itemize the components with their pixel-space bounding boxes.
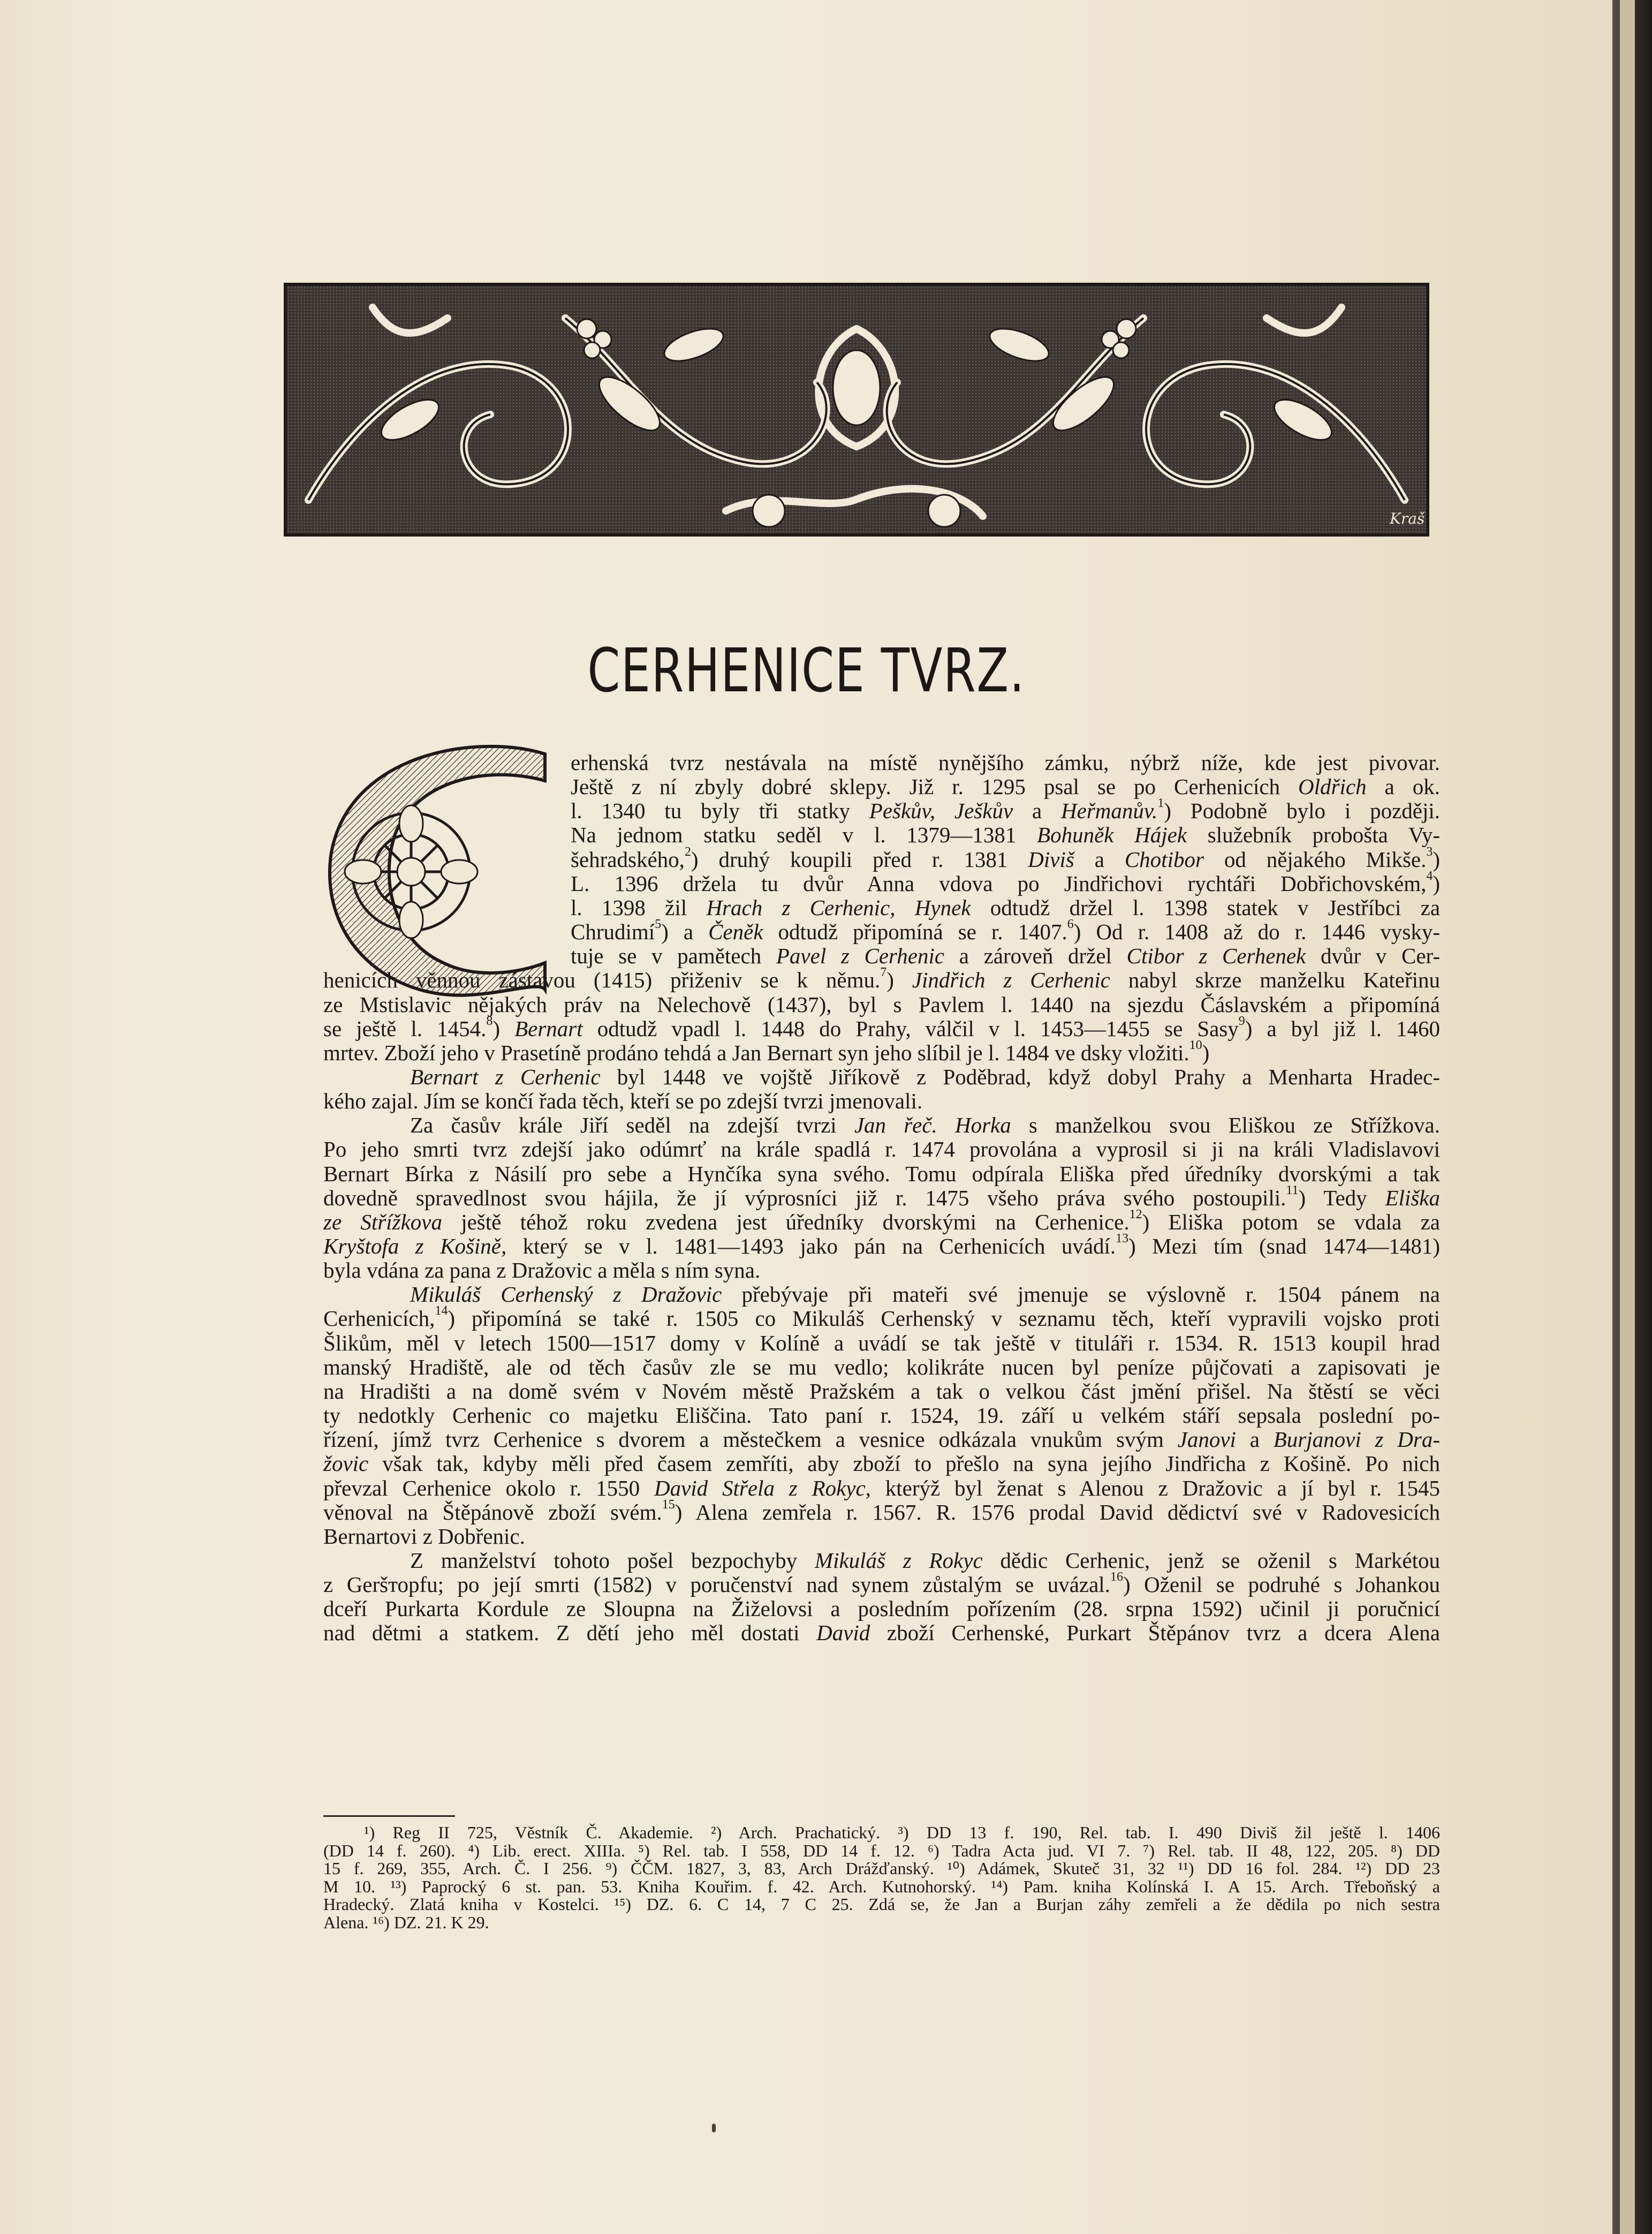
footnote-ref: 1 xyxy=(1157,796,1164,811)
text-line xyxy=(410,1114,1440,1136)
italic-name: Heřmanův. xyxy=(1061,798,1158,824)
text-run: věnoval na Štěpánově zboží svém. xyxy=(323,1499,662,1524)
italic-name: Eliška xyxy=(1385,1185,1440,1210)
footnote-line: M 10. ¹³) Paprocký 6 st. pan. 53. Kniha Kouřim. f. 42. Arch. Kutnohorský. ¹⁴) Pam. kniha Kolínská I. A 15. Arch. Třeboňský a xyxy=(323,1876,1440,1896)
text-line xyxy=(571,824,1440,846)
text-run: ) Oženil se podruhé s Johankou xyxy=(1123,1572,1440,1597)
text-line xyxy=(323,994,1440,1016)
text-line xyxy=(323,1429,1440,1451)
text-run: Po jeho smrti tvrz zdejší jako odúmrť na krále spadlá r. 1474 provolána a vyprosil si ji na králi Vladislavovi xyxy=(323,1137,1440,1162)
text-run: byl 1448 ve vojště Jiříkově z Poděbrad, když dobyl Prahy a Menharta Hradec- xyxy=(600,1064,1440,1089)
italic-name: Bernart xyxy=(514,1016,583,1041)
italic-name: Janovi xyxy=(1177,1427,1236,1452)
text-run: tuje se v pamětech xyxy=(571,944,776,969)
italic-name: Peškův, Ješkův xyxy=(869,798,1013,824)
text-run: na Hradišti a na domě svém v Novém městě Pražském a tak o velkou část jmění přišel. Na štěstí se věci xyxy=(323,1378,1440,1403)
footnote-line: Hradecký. Zlatá kniha v Kostelci. ¹⁵) DZ. 6. C 14, 7 C 25. Zdá se, že Jan a Burjan záhy zemřeli a že dědila po nich sestra xyxy=(323,1895,1440,1914)
italic-name: Chotibor xyxy=(1124,847,1204,872)
italic-name: Oldřich xyxy=(1298,774,1367,799)
footnote-line: Alena. ¹⁶) DZ. 21. K 29. xyxy=(323,1912,489,1932)
footnote-ref: 7 xyxy=(880,965,887,980)
italic-name: Jan řeč. Horka xyxy=(854,1113,1011,1138)
text-run: Ještě z ní zbyly dobré sklepy. Již r. 1295 psal se po Cerhenicích xyxy=(571,774,1299,799)
engraver-signature: Kraš xyxy=(1390,510,1425,527)
text-run: a xyxy=(1074,847,1125,872)
text-run: ) xyxy=(1433,871,1440,896)
text-run: z Geršторfu; po její smrti (1582) v poručenství nad synem zůstalým se uvázal. xyxy=(323,1572,1110,1597)
text-run: ještě téhož roku zvedena jest úředníky dvorskými na Cerhenice. xyxy=(442,1209,1130,1234)
text-run: erhenská tvrz nestávala na místě nynějšího zámku, nýbrž níže, kde jest pivovar. xyxy=(571,750,1440,775)
italic-name: David Střela z Rokyc, xyxy=(654,1475,871,1500)
text-line xyxy=(323,1090,922,1112)
text-line xyxy=(323,1380,1440,1402)
page-title: CERHENICE TVRZ. xyxy=(587,636,1025,706)
italic-name: Ctibor z Cerhenek xyxy=(1126,944,1306,969)
text-line xyxy=(323,1259,760,1281)
text-line xyxy=(323,1405,1440,1427)
text-run: ) xyxy=(886,968,912,993)
text-line xyxy=(571,945,1440,967)
text-run: služebník probošta Vy- xyxy=(1187,822,1440,848)
footnote-ref: 6 xyxy=(1067,917,1074,932)
text-run: ) a byl již l. 1460 xyxy=(1245,1016,1440,1041)
text-run: manský Hradiště, ale od těch časův zle se mu vedlo; kolikráte nucen byl peníze půjčovati a zapisovati je xyxy=(323,1354,1440,1379)
italic-name: Bernart z Cerhenic xyxy=(410,1064,601,1089)
text-line xyxy=(571,897,1440,919)
text-line xyxy=(571,869,1440,896)
text-line xyxy=(323,1332,1440,1354)
text-run: ) Eliška potom se vdala za xyxy=(1142,1209,1440,1234)
text-line xyxy=(571,752,1440,774)
text-line xyxy=(323,1356,1440,1378)
text-run: ) Podobně bylo i později. xyxy=(1164,798,1440,824)
text-line xyxy=(571,917,1440,945)
text-line xyxy=(410,1550,1440,1572)
text-run: Za časův krále Jiří seděl na zdejší tvrzi xyxy=(410,1113,854,1138)
text-run: Z manželství tohoto pošel bezpochyby xyxy=(410,1548,815,1573)
text-run: l. 1398 žil xyxy=(571,895,707,920)
text-run: a xyxy=(1013,798,1062,824)
text-run: ze Mstislavic nějakých práv na Nelechově (1437), byl s Pavlem l. 1440 na sjezdu Čáslavském a připomíná xyxy=(323,992,1440,1017)
text-run: mrtev. Zboží jeho v Prasetíně prodáno tehdá a Jan Bernart syn jeho slíbil je l. 1484 ve dsky vložiti. xyxy=(323,1040,1189,1065)
text-run: nabyl skrze manželku Kateřinu xyxy=(1110,968,1440,993)
italic-name: Mikuláš Cerhenský z Dražovic xyxy=(410,1282,722,1307)
footnote-line: 15 f. 269, 355, Arch. Č. I 256. ⁹) ČČM. 1827, 3, 83, Arch Drážďanský. ¹⁰) Adámek, Skuteč 31, 32 ¹¹) DD 16 fol. 284. ¹²) DD 23 xyxy=(323,1859,1440,1878)
italic-name: Bohuněk Hájek xyxy=(1037,822,1187,848)
text-line xyxy=(323,1622,1440,1644)
italic-name: žovic xyxy=(323,1451,369,1476)
text-run: odtudž vpadl l. 1448 do Prahy, válčil v l. 1453—1455 se Sasy xyxy=(582,1016,1239,1041)
text-line xyxy=(323,965,1440,993)
text-line xyxy=(323,1570,1440,1597)
footnote-rule xyxy=(323,1815,455,1817)
text-run: a xyxy=(1236,1427,1274,1452)
decorated-initial-c-icon xyxy=(315,738,561,1006)
text-run: ) a xyxy=(661,919,709,945)
text-run: henicích věnnou zástavou (1415) přiženiv se k němu. xyxy=(323,968,881,993)
text-run: Bernartovi z Dobřenic. xyxy=(323,1523,525,1549)
text-line xyxy=(323,1138,1440,1160)
text-run: byla vdána za pana z Dražovic a měla s ním syna. xyxy=(323,1258,761,1283)
footnote-ref: 8 xyxy=(486,1014,493,1028)
footnote-ref: 14 xyxy=(435,1304,448,1318)
text-run: a zároveň držel xyxy=(944,944,1127,969)
text-line xyxy=(323,1523,525,1549)
text-run: ) xyxy=(1202,1040,1210,1065)
text-run: však tak, kdyby měli před časem zemříti, aby zboží to přešlo na syna jejího Jindřicha z Košině. Po nich xyxy=(368,1451,1440,1476)
text-run: Cerhenicích, xyxy=(323,1306,435,1331)
text-line xyxy=(323,1477,1440,1499)
italic-name: Čeněk xyxy=(708,919,763,945)
footnote-ref: 11 xyxy=(1286,1183,1299,1197)
next-page-edge xyxy=(1612,0,1652,2234)
text-run: ty nedotkly Cerhenic co majetku Eliščina. Tato paní r. 1524, 19. září u velkém stáří sepsala poslední po- xyxy=(323,1403,1440,1428)
italic-name: Mikuláš z Rokyc xyxy=(814,1548,983,1573)
text-run: l. 1340 tu byly tři statky xyxy=(571,798,869,824)
ornament-vine-icon xyxy=(287,286,1426,533)
text-run: převzal Cerhenice okolo r. 1550 xyxy=(323,1475,654,1500)
footnote-ref: 12 xyxy=(1129,1207,1142,1221)
page-title-wrap xyxy=(0,636,1612,706)
text-line xyxy=(323,1163,1440,1185)
footnote-ref: 9 xyxy=(1238,1014,1245,1028)
text-line xyxy=(571,796,1440,824)
footnote-ref: 15 xyxy=(662,1497,675,1512)
text-run: odtudž držel l. 1398 statek v Jestříbci za xyxy=(971,895,1441,920)
page-speck xyxy=(712,2124,716,2132)
italic-name: Kryštofa z Košině, xyxy=(323,1234,507,1258)
ornamental-header-banner xyxy=(284,283,1429,537)
text-line xyxy=(323,1497,1440,1524)
italic-name: Pavel z Cerhenic xyxy=(776,944,945,969)
text-run: s manželkou svou Eliškou ze Střížkova. xyxy=(1011,1113,1440,1138)
text-run: ) xyxy=(1433,847,1441,872)
text-line xyxy=(410,1284,1440,1305)
text-run: kterýž byl ženat s Alenou z Dražovic a jí byl r. 1545 xyxy=(870,1475,1440,1500)
italic-name: Diviš xyxy=(1028,847,1074,872)
text-run: Bernart Bírka z Násilí pro sebe a Hynčíka syna svého. Tomu odpírala Eliška před úředníky dvorskými a tak xyxy=(323,1161,1440,1186)
italic-name: ze Střížkova xyxy=(323,1209,442,1234)
footnote-line: (DD 14 f. 260). ⁴) Lib. erect. XIIIa. ⁵) Rel. tab. I 558, DD 14 f. 12. ⁶) Tadra Acta jud. VI 7. ⁷) Rel. tab. II 48, 122, 205. ⁸) DD xyxy=(323,1840,1440,1860)
text-run: řízení, jímž tvrz Cerhenice s dvorem a městečkem a vesnice odkázala vnukům svým xyxy=(323,1427,1178,1452)
text-run: L. 1396 držela tu dvůr Anna vdova po Jindřichovi rychtáři Dobřichovském, xyxy=(571,871,1427,896)
text-run: přebývaje při mateři své jmenuje se výslovně r. 1504 pánem na xyxy=(722,1282,1440,1307)
text-run: se ještě l. 1454. xyxy=(323,1016,487,1041)
italic-name: Jindřich z Cerhenic xyxy=(912,968,1110,993)
italic-name: Burjanovi z Dra- xyxy=(1273,1427,1441,1452)
text-run: Šlikům, měl v letech 1500—1517 domy v Kolíně a uvádí se tak ještě v tituláři r. 1534. R. 1513 koupil hrad xyxy=(323,1330,1440,1355)
text-line xyxy=(571,844,1441,872)
text-run: šehradského, xyxy=(571,847,685,872)
text-run: nad dětmi a statkem. Z dětí jeho měl dostati xyxy=(323,1620,817,1646)
text-line xyxy=(323,1183,1440,1210)
text-run: dědic Cerhenic, jenž se oženil s Markétou xyxy=(982,1548,1440,1573)
text-run: od nějakého Mikše. xyxy=(1203,847,1427,872)
text-run: ) Mezi tím (snad 1474—1481) xyxy=(1128,1234,1440,1258)
italic-name: David xyxy=(816,1620,870,1646)
text-run: ) Alena zemřela r. 1567. R. 1576 prodal David dědictví své v Radovesicích xyxy=(675,1499,1440,1524)
text-line xyxy=(410,1066,1440,1088)
text-line xyxy=(323,1598,1440,1620)
footnote-ref: 10 xyxy=(1189,1038,1202,1052)
text-line xyxy=(323,1014,1440,1041)
text-line xyxy=(571,776,1440,798)
text-line xyxy=(323,1207,1440,1234)
text-run: kého zajal. Jím se končí řada těch, kteří se po zdejší tvrzi jmenovali. xyxy=(323,1089,923,1114)
text-line xyxy=(323,1038,1210,1065)
footnote-ref: 5 xyxy=(655,917,662,932)
text-run: který se v l. 1481—1493 jako pán na Cerhenicích uvádí. xyxy=(506,1234,1116,1258)
text-run: Na jednom statku seděl v l. 1379—1381 xyxy=(571,822,1037,848)
text-run: dceří Purkarta Kordule ze Sloupna na Žiželovsi a posledním pořízením (28. srpna 1592) učinil ji poručnicí xyxy=(323,1596,1440,1621)
text-run: odtudž připomíná se r. 1407. xyxy=(763,919,1067,945)
footnote-line: ¹) Reg II 725, Věstník Č. Akademie. ²) Arch. Prachatický. ³) DD 13 f. 190, Rel. tab. I. 490 Diviš žil ještě l. 1406 xyxy=(364,1823,1440,1842)
text-run: dvůr v Cer- xyxy=(1306,944,1441,969)
text-run: ) druhý koupili před r. 1381 xyxy=(691,847,1028,872)
text-run: ) Od r. 1408 až do r. 1446 vysky- xyxy=(1073,919,1440,945)
text-run: zboží Cerhenské, Purkart Štěpánov tvrz a dcera Alena xyxy=(870,1620,1440,1646)
text-line xyxy=(323,1232,1440,1258)
text-run: ) xyxy=(492,1016,515,1041)
italic-name: Hrach z Cerhenic, Hynek xyxy=(706,895,971,920)
text-run: ) Tedy xyxy=(1298,1185,1385,1210)
footnote-ref: 2 xyxy=(684,844,691,859)
text-run: Chrudimí xyxy=(571,919,655,945)
text-line xyxy=(323,1304,1440,1331)
text-run: dovedně spravedlnost svou hájila, že jí výprosníci již r. 1475 všeho práva svého postoupili. xyxy=(323,1185,1286,1210)
footnote-ref: 4 xyxy=(1426,869,1433,883)
text-run: a ok. xyxy=(1366,774,1440,799)
text-line xyxy=(323,1453,1440,1475)
footnote-ref: 13 xyxy=(1116,1232,1129,1246)
footnote-ref: 3 xyxy=(1426,844,1433,859)
text-run: ) připomíná se také r. 1505 co Mikuláš Cerhenský v seznamu těch, kteří vypravili vojsko proti xyxy=(448,1306,1440,1331)
footnote-ref: 16 xyxy=(1110,1570,1123,1584)
